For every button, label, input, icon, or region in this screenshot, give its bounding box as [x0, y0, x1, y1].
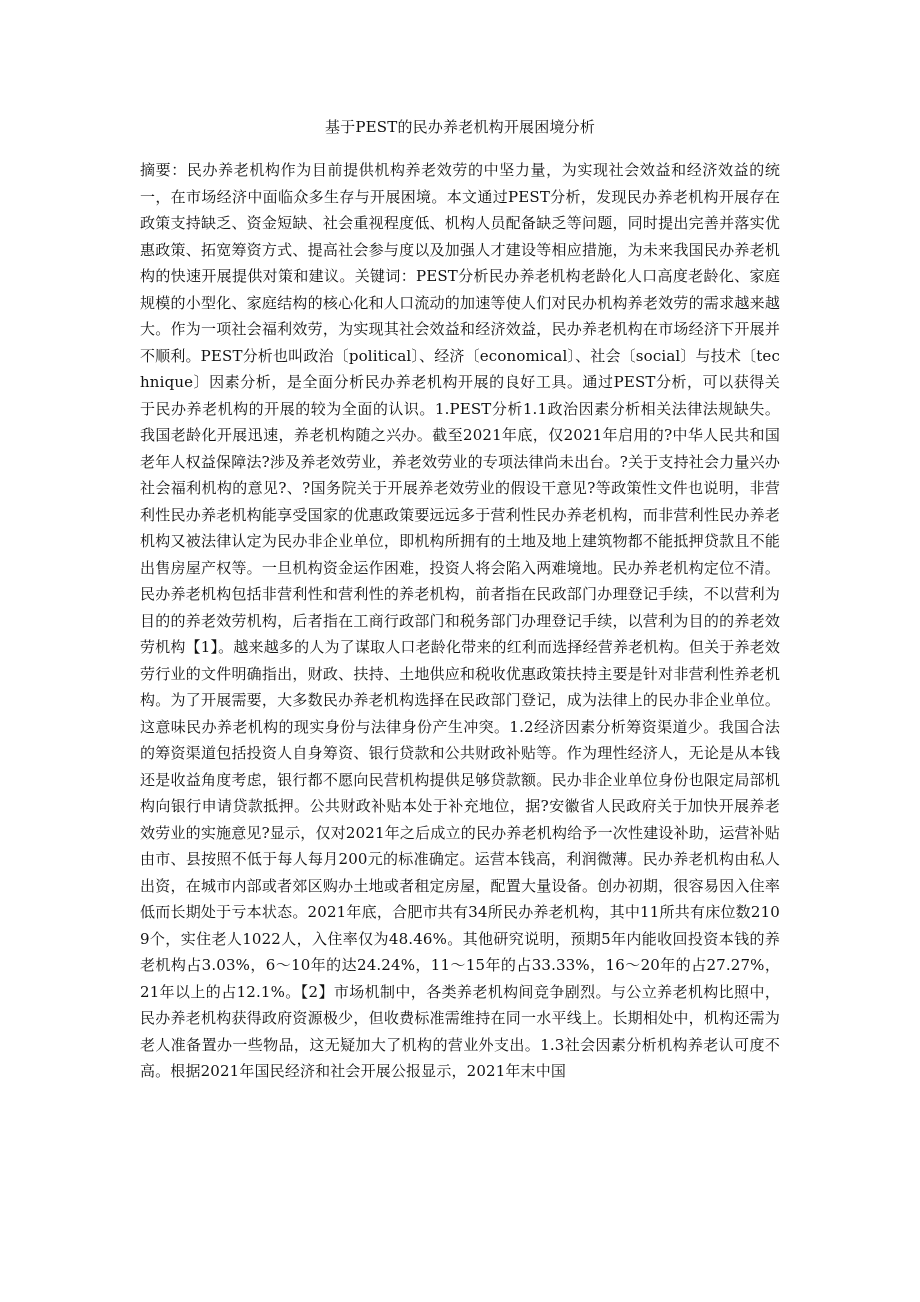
document-title: 基于PEST的民办养老机构开展困境分析 [324, 118, 596, 136]
document-body: 摘要：民办养老机构作为目前提供机构养老效劳的中坚力量，为实现社会效益和经济效益的统一，在市场经济中面临众多生存与开展困境。本文通过PEST分析，发现民办养老机构开展存在政策支持缺乏、资金短缺、社会重视程度低、机构人员配备缺乏等问题，同时提出完善并落实优惠政策、拓宽筹资方式、提高社会参与度以及加强人才建设等相应措施，为未来我国民办养老机构的快速开展提供对策和建议。关键词：PEST分析民办养老机构老龄化人口高度老龄化、家庭规模的小型化、家庭结构的核心化和人口流动的加速等使人们对民办机构养老效劳的需求越来越大。作为一项社会福利效劳，为实现其社会效益和经济效益，民办养老机构在市场经济下开展并不顺利。PEST分析也叫政治〔political〕、经济〔economical〕、社会〔social〕与技术〔technique〕因素分析，是全面分析民办养老机构开展的良好工具。通过PEST分析，可以获得关于民办养老机构的开展的较为全面的认识。1.PEST分析1.1政治因素分析相关法律法规缺失。我国老龄化开展迅速，养老机构随之兴办。截至2021年底，仅2021年启用的?中华人民共和国老年人权益保障法?涉及养老效劳业，养老效劳业的专项法律尚未出台。?关于支持社会力量兴办社会福利机构的意见?、?国务院关于开展养老效劳业的假设干意见?等政策性文件也说明，非营利性民办养老机构能享受国家的优惠政策要远远多于营利性民办养老机构，而非营利性民办养老机构又被法律认定为民办非企业单位，即机构所拥有的土地及地上建筑物都不能抵押贷款且不能出售房屋产权等。一旦机构资金运作困难，投资人将会陷入两难境地。民办养老机构定位不清。民办养老机构包括非营利性和营利性的养老机构，前者指在民政部门办理登记手续，不以营利为目的的养老效劳机构，后者指在工商行政部门和税务部门办理登记手续，以营利为目的的养老效劳机构【1】。越来越多的人为了谋取人口老龄化带来的红利而选择经营养老机构。但关于养老效劳行业的文件明确指出，财政、扶持、土地供应和税收优惠政策扶持主要是针对非营利性养老机构。为了开展需要，大多数民办养老机构选择在民政部门登记，成为法律上的民办非企业单位。这意味民办养老机构的现实身份与法律身份产生冲突。1.2经济因素分析筹资渠道少。我国合法的筹资渠道包括投资人自身筹资、银行贷款和公共财政补贴等。作为理性经济人，无论是从本钱还是收益角度考虑，银行都不愿向民营机构提供足够贷款额。民办非企业单位身份也限定局部机构向银行申请贷款抵押。公共财政补贴本处于补充地位，据?安徽省人民政府关于加快开展养老效劳业的实施意见?显示，仅对2021年之后成立的民办养老机构给予一次性建设补助，运营补贴由市、县按照不低于每人每月200元的标准确定。运营本钱高，利润微薄。民办养老机构由私人出资，在城市内部或者郊区购办土地或者租定房屋，配置大量设备。创办初期，很容易因入住率低而长期处于亏本状态。2021年底，合肥市共有34所民办养老机构，其中11所共有床位数2109个，实住老人1022人，入住率仅为48.46%。其他研究说明，预期5年内能收回投资本钱的养老机构占3.03%，6～10年的达24.24%，11～15年的占33.33%，16～20年的占27.27%，21年以上的占12.1%。【2】市场机制中，各类养老机构间竞争剧烈。与公立养老机构比照中，民办养老机构获得政府资源极少，但收费标准需维持在同一水平线上。长期相处中，机构还需为老人准备置办一些物品，这无疑加大了机构的营业外支出。1.3社会因素分析机构养老认可度不高。根据2021年国民经济和社会开展公报显示，2021年末中国 [140, 161, 780, 1080]
